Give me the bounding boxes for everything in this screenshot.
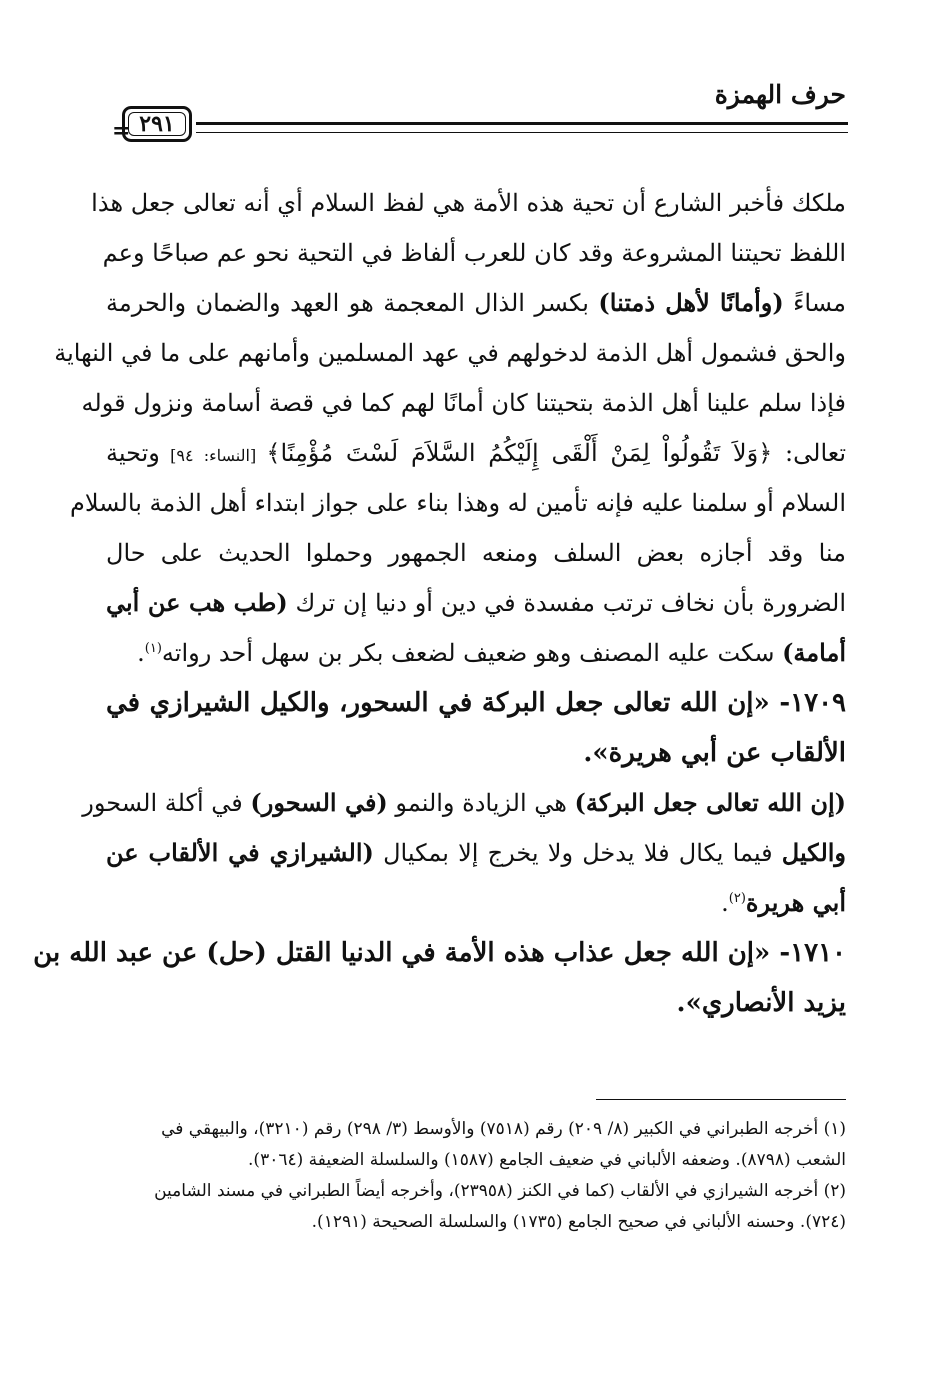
bold-span: (وأمانًا لأهل ذمتنا): [598, 288, 784, 317]
text-line: منا وقد أجازه بعض السلف ومنعه الجمهور وحملوا الحديث على حال: [106, 539, 846, 567]
text-line: [106, 628, 846, 678]
text-span: فيما يكال فلا يدخل ولا يخرج إلا بمكيال: [373, 839, 782, 867]
footnote-marker: (١): [144, 641, 162, 656]
text-line: فإذا سلم علينا أهل الذمة بتحيتنا كان أمانًا لهم كما في قصة أسامة ونزول قوله: [81, 389, 846, 417]
text-line: [106, 878, 846, 928]
bold-span: أمامة): [782, 638, 846, 667]
header-rule: [196, 122, 848, 133]
hadith-heading: يزيد الأنصاري».: [676, 988, 846, 1018]
footnote-rule: [596, 1099, 846, 1100]
text-line: [82, 778, 846, 828]
text-span: الضرورة بأن نخاف ترتب مفسدة في دين أو دنيا إن ترك: [287, 589, 846, 617]
text-line: السلام أو سلمنا عليه فإنه تأمين له وهذا بناء على جواز ابتداء أهل الذمة بالسلام: [70, 489, 846, 517]
page-number: [122, 106, 192, 142]
text-span: وتحية: [106, 439, 160, 467]
footnote: (١) أخرجه الطبراني في الكبير (٨/ ٢٠٩) رقم (٧٥١٨) والأوسط (٣/ ٢٩٨) رقم (٣٢١٠)، والبيهقي في الشعب (٨٧٩٨). وضعفه الألباني في ضعيف الجامع (١٥٨٧) والسلسلة الضعيفة (٣٠٦٤).: [161, 1119, 846, 1170]
text-line: [106, 828, 846, 878]
text-span: هي الزيادة والنمو: [387, 789, 575, 817]
text-line: ملكك فأخبر الشارع أن تحية هذه الأمة هي لفظ السلام أي أنه تعالى جعل هذا: [91, 189, 846, 217]
bold-span: والكيل: [781, 838, 847, 867]
text-line: [106, 428, 846, 478]
hadith-heading: ١٧٠٩- «إن الله تعالى جعل البركة في السحور، والكيل الشيرازي في: [106, 688, 846, 718]
text-span: في أكلة السحور: [82, 789, 251, 817]
text-span: تعالى:: [772, 439, 847, 467]
hadith-heading: ١٧١٠- «إن الله جعل عذاب هذه الأمة في الدنيا القتل (حل) عن عبد الله بن: [33, 938, 846, 968]
text-span: .: [137, 639, 145, 667]
bold-span: (الشيرازي في الألقاب عن: [106, 838, 374, 867]
text-line: اللفظ تحيتنا المشروعة وقد كان للعرب ألفاظ في التحية نحو عم صباحًا وعم: [102, 239, 846, 267]
footnote-marker: (٢): [728, 891, 746, 906]
bold-span: (طب هب عن أبي: [106, 588, 288, 617]
text-line: [106, 578, 846, 628]
bold-span: (في السحور): [250, 788, 388, 817]
text-span: مساءً: [783, 289, 846, 317]
bold-span: (إن الله تعالى جعل البركة): [574, 788, 846, 817]
header-tick: =: [112, 118, 131, 144]
hadith-heading: الألقاب عن أبي هريرة».: [583, 738, 846, 768]
bold-span: أبي هريرة: [745, 888, 846, 917]
main-text: [33, 178, 847, 1028]
text-line: والحق فشمول أهل الذمة لدخولهم في عهد المسلمين وأمانهم على ما في النهاية: [54, 339, 846, 367]
page-number-text: ٢٩١: [139, 111, 175, 137]
footnote: (٢) أخرجه الشيرازي في الألقاب (كما في الكنز (٢٣٩٥٨)، وأخرجه أيضاً الطبراني في مسند الشامين (٧٢٤). وحسنه الألباني في صحيح الجامع (١٧٣٥) والسلسلة الصحيحة (١٢٩١).: [154, 1181, 846, 1232]
footnotes: [106, 1114, 846, 1238]
running-title: حرف الهمزة: [714, 80, 846, 109]
text-span: .: [721, 889, 729, 917]
text-line: [106, 278, 846, 328]
sura-reference: [النساء: ٩٤]: [159, 446, 267, 465]
text-span: سكت عليه المصنف وهو ضعيف لضعف بكر بن سهل أحد رواته: [161, 639, 783, 667]
quran-quote: ﴿وَلاَ تَقُولُواْ لِمَنْ أَلْقَى إِلَيْكُمُ السَّلاَمَ لَسْتَ مُؤْمِنًا﴾: [266, 439, 773, 467]
text-span: بكسر الذال المعجمة هو العهد والضمان والحرمة: [106, 289, 599, 317]
